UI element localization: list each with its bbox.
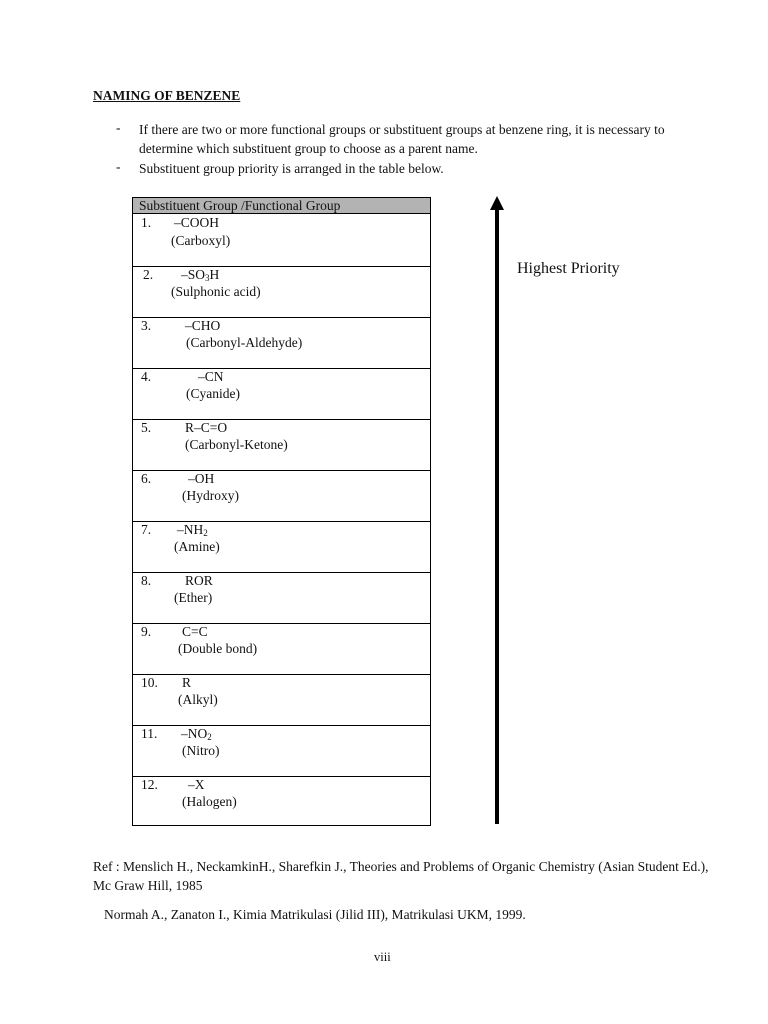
row-formula: –X bbox=[188, 777, 205, 792]
table-row bbox=[133, 318, 430, 369]
table-row bbox=[133, 471, 430, 522]
row-label: (Cyanide) bbox=[186, 386, 240, 401]
row-number: 2. bbox=[143, 267, 154, 282]
row-label: (Halogen) bbox=[182, 794, 237, 809]
page-number: viii bbox=[374, 950, 391, 964]
table-row bbox=[133, 369, 430, 420]
priority-table bbox=[132, 197, 431, 826]
row-label: (Hydroxy) bbox=[182, 488, 239, 503]
row-label: (Carbonyl-Aldehyde) bbox=[186, 335, 303, 350]
bullet-marker: - bbox=[116, 159, 121, 174]
table-row bbox=[133, 777, 430, 825]
row-number: 9. bbox=[141, 624, 152, 639]
table-row bbox=[133, 215, 430, 267]
row-number: 7. bbox=[141, 522, 152, 537]
table-row bbox=[133, 726, 430, 777]
table-row bbox=[133, 573, 430, 624]
row-number: 3. bbox=[141, 318, 152, 333]
reference-2: Normah A., Zanaton I., Kimia Matrikulasi (Jilid III), Matrikulasi UKM, 1999. bbox=[104, 907, 526, 922]
table-row bbox=[133, 675, 430, 726]
table-row bbox=[133, 624, 430, 675]
row-formula: $-SO_3H$ bbox=[181, 267, 220, 283]
row-formula: $-NO_2$ bbox=[181, 726, 212, 742]
row-number: 6. bbox=[141, 471, 152, 486]
table-header: Substituent Group /Functional Group bbox=[133, 198, 430, 214]
row-label: (Sulphonic acid) bbox=[171, 284, 261, 299]
row-formula: R–C=O bbox=[185, 420, 228, 435]
row-formula: –OH bbox=[188, 471, 215, 486]
row-number: 10. bbox=[141, 675, 158, 690]
priority-arrow-shaft bbox=[495, 208, 499, 824]
row-label: (Ether) bbox=[174, 590, 213, 605]
row-formula: ROR bbox=[185, 573, 213, 588]
row-number: 8. bbox=[141, 573, 152, 588]
row-number: 5. bbox=[141, 420, 152, 435]
row-formula: –COOH bbox=[174, 215, 220, 230]
row-formula: –CN bbox=[198, 369, 224, 384]
row-label: (Nitro) bbox=[182, 743, 220, 758]
row-number: 1. bbox=[141, 215, 152, 230]
table-row bbox=[133, 267, 430, 318]
table-row bbox=[133, 420, 430, 471]
page-title: NAMING OF BENZENE bbox=[93, 88, 241, 103]
row-number: 11. bbox=[141, 726, 158, 741]
row-label: (Carboxyl) bbox=[171, 233, 231, 248]
reference-1: Ref : Menslich H., NeckamkinH., Sharefkin J., Theories and Problems of Organic Chemistry (Asian Student Ed.), Mc Graw Hill, 1985 bbox=[93, 859, 709, 893]
row-number: 4. bbox=[141, 369, 152, 384]
row-formula: R bbox=[182, 675, 192, 690]
row-formula: $-NH_2$ bbox=[177, 522, 208, 538]
row-label: (Amine) bbox=[174, 539, 220, 554]
table-row bbox=[133, 522, 430, 573]
bullet-marker: - bbox=[116, 120, 121, 135]
row-label: (Alkyl) bbox=[178, 692, 218, 707]
row-number: 12. bbox=[141, 777, 158, 792]
row-formula: –CHO bbox=[185, 318, 221, 333]
row-label: (Carbonyl-Ketone) bbox=[185, 437, 288, 452]
row-formula: C=C bbox=[182, 624, 208, 639]
bullet-text: Substituent group priority is arranged in the table below. bbox=[139, 161, 444, 176]
bullet-text: If there are two or more functional groups or substituent groups at benzene ring, it is necessary to determine which substituent group to choose as a parent name. bbox=[139, 122, 665, 156]
row-label: (Double bond) bbox=[178, 641, 258, 656]
highest-priority-label: Highest Priority bbox=[517, 260, 620, 277]
